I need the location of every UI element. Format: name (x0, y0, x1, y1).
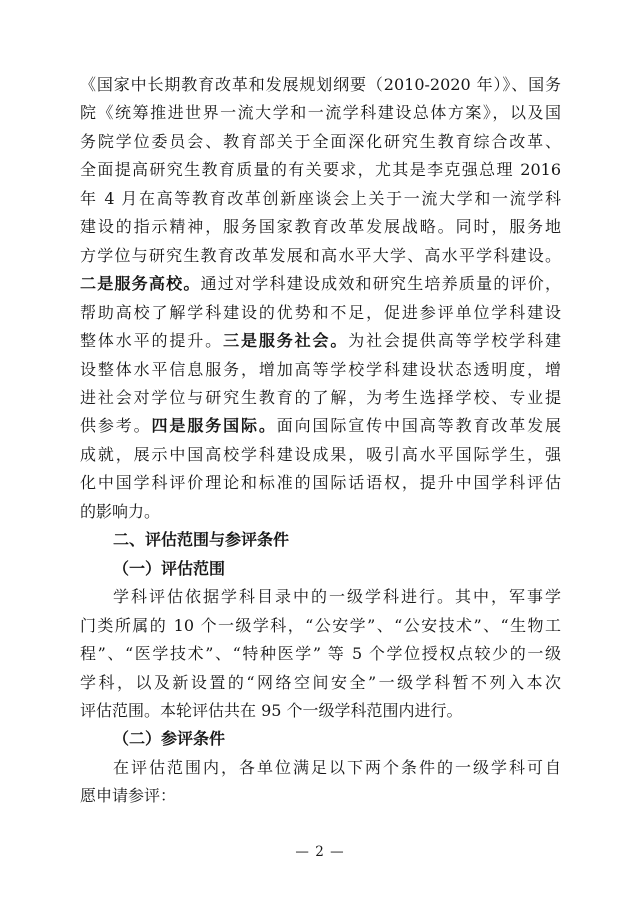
text-line (80, 441, 561, 469)
text-line (80, 697, 561, 725)
text-segment: 年 4 月在高等教育改革创新座谈会上关于一流大学和一流学科 (80, 188, 561, 208)
text-segment: 化中国学科评价理论和标准的国际话语权，提升中国学科评估 (80, 473, 561, 493)
text-segment: 整体水平的提升。 (80, 331, 224, 351)
text-segment: 学科评估依据学科目录中的一级学科进行。其中，军事学 (113, 587, 561, 607)
text-segment: 进社会对学位与研究生教育的了解，为考生选择学校、专业提 (80, 387, 561, 407)
text-segment: 愿申请参评： (80, 786, 177, 806)
subsection-heading (80, 555, 561, 583)
text-segment: 的影响力。 (80, 501, 161, 521)
text-line (80, 384, 561, 412)
text-segment: 供参考。 (80, 416, 152, 436)
text-line (80, 242, 561, 270)
text-line (80, 612, 561, 640)
text-segment: 设整体水平信息服务，增加高等学校学科建设状态透明度，增 (80, 359, 561, 379)
text-line (80, 156, 561, 184)
text-segment: 通过对学科建设成效和研究生培养质量的评价， (200, 274, 561, 294)
text-segment: 院《统筹推进世界一流大学和一流学科建设总体方案》，以及国 (80, 103, 561, 123)
text-segment: 《国家中长期教育改革和发展规划纲要（2010-2020 年）》、国务 (80, 75, 561, 94)
text-line (80, 185, 561, 213)
text-line (80, 412, 561, 440)
section-heading (80, 526, 561, 554)
text-line (80, 754, 561, 782)
text-line (80, 583, 561, 611)
text-line (80, 71, 561, 99)
text-segment: 成就，展示中国高校学科建设成果，吸引高水平国际学生，强 (80, 444, 561, 464)
text-segment: 学科，以及新设置的“网络空间安全”一级学科暂不列入本次 (80, 672, 561, 692)
text-segment: 面向国际宣传中国高等教育改革发展 (276, 416, 561, 436)
text-line (80, 640, 561, 668)
text-segment: 建设的指示精神，服务国家教育改革发展战略。同时，服务地 (80, 217, 561, 237)
text-line (80, 782, 561, 810)
text-segment: （一）评估范围 (113, 558, 226, 578)
text-segment: 二、评估范围与参评条件 (113, 530, 290, 550)
text-line (80, 128, 561, 156)
text-line (80, 356, 561, 384)
text-line (80, 99, 561, 127)
subsection-heading (80, 725, 561, 753)
text-line (80, 327, 561, 355)
text-segment: 四是服务国际。 (151, 416, 277, 436)
text-segment: 三是服务社会。 (223, 331, 349, 351)
page-number: — 2 — (295, 844, 345, 860)
text-segment: 帮助高校了解学科建设的优势和不足，促进参评单位学科建设 (80, 302, 561, 322)
text-segment: （二）参评条件 (113, 729, 226, 749)
text-segment: 为社会提供高等学校学科建 (348, 331, 561, 351)
text-line (80, 498, 561, 526)
text-segment: 门类所属的 10 个一级学科，“公安学”、“公安技术”、“生物工 (80, 615, 561, 635)
text-segment: 评估范围。本轮评估共在 95 个一级学科范围内进行。 (80, 700, 463, 720)
document-body (80, 71, 561, 811)
text-segment: 二是服务高校。 (80, 274, 201, 294)
text-segment: 务院学位委员会、教育部关于全面深化研究生教育综合改革、 (80, 131, 561, 151)
text-segment: 程”、“医学技术”、“特种医学” 等 5 个学位授权点较少的一级 (80, 644, 561, 664)
text-segment: 方学位与研究生教育改革发展和高水平大学、高水平学科建设。 (80, 245, 561, 265)
text-line (80, 270, 561, 298)
text-segment: 全面提高研究生教育质量的有关要求，尤其是李克强总理 2016 (80, 160, 561, 180)
text-line (80, 299, 561, 327)
text-segment: 在评估范围内，各单位满足以下两个条件的一级学科可自 (113, 757, 561, 777)
text-line (80, 669, 561, 697)
text-line (80, 213, 561, 241)
text-line (80, 469, 561, 497)
